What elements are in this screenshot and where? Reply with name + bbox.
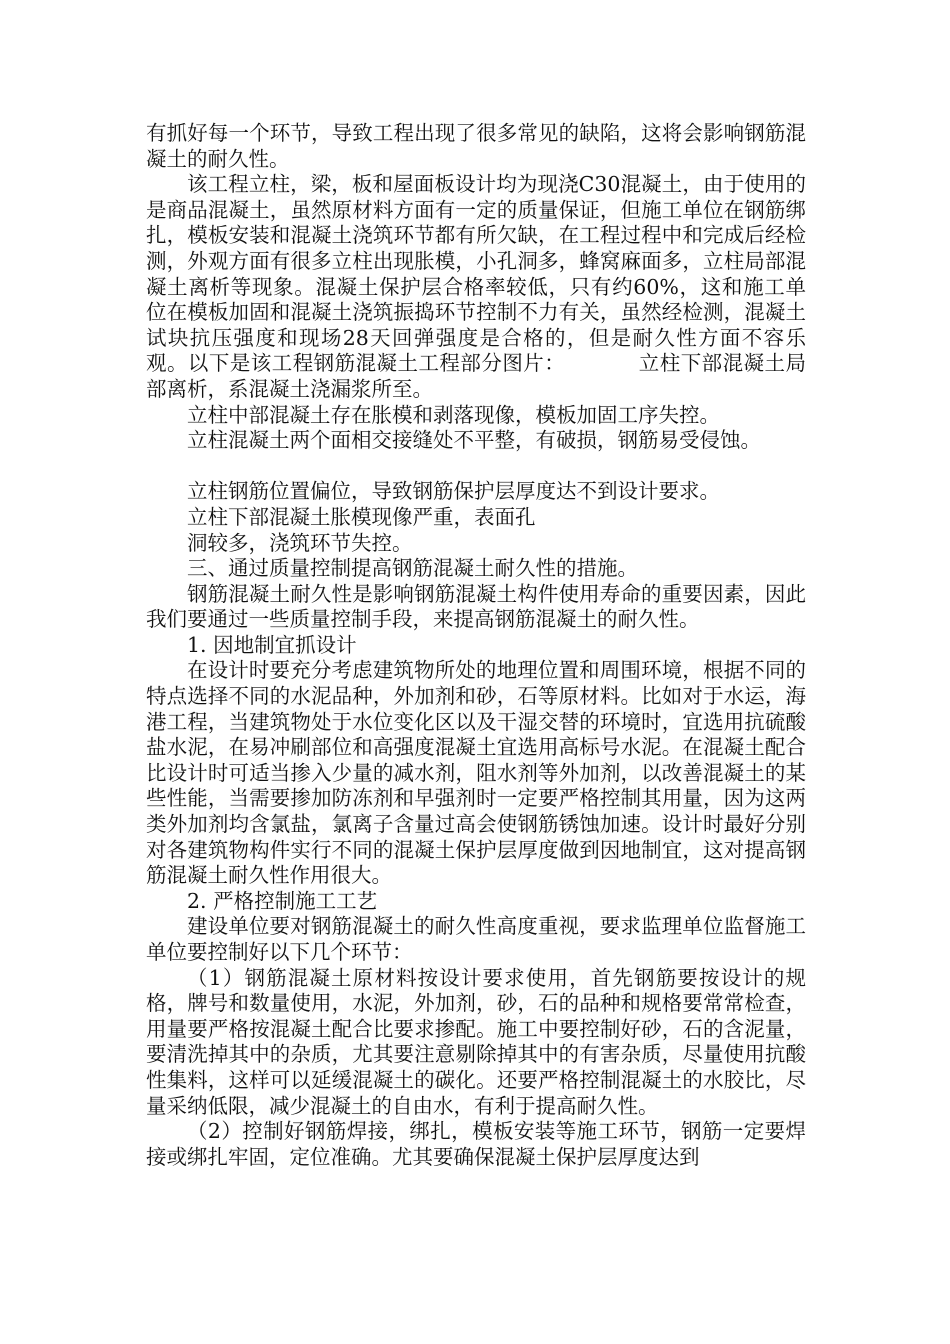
paragraph-1: 有抓好每一个环节，导致工程出现了很多常见的缺陷，这将会影响钢筋混凝土的耐久性。 [146,121,806,171]
paragraph-13: 建设单位要对钢筋混凝土的耐久性高度重视，要求监理单位监督施工单位要控制好以下几个环节： [146,914,806,964]
paragraph-2: 该工程立柱，梁，板和屋面板设计均为现浇C30混凝土，由于使用的是商品混凝土，虽然原材料方面有一定的质量保证，但施工单位在钢筋绑扎，模板安装和混凝土浇筑环节都有所欠缺，在工程过程中和完成后经检测，外观方面有很多立柱出现胀模，小孔洞多，蜂窝麻面多，立柱局部混凝土离析等现象。混凝土保护层合格率较低，只有约60%，这和施工单位在模板加固和混凝土浇筑振捣环节控制不力有关，虽然经检测，混凝土试块抗压强度和现场28天回弹强度是合格的，但是耐久性方面不容乐观。以下是该工程钢筋混凝土工程部分图片： 立柱下部混凝土局部离析，系混凝土浇漏浆所至。 [146,172,806,401]
blank-line [146,454,806,480]
subheading-2: 2. 严格控制施工工艺 [187,888,378,913]
paragraph-3: 立柱中部混凝土存在胀模和剥落现像，模板加固工序失控。 [187,402,720,427]
paragraph-9: 钢筋混凝土耐久性是影响钢筋混凝土构件使用寿命的重要因素，因此我们要通过一些质量控制手段，来提高钢筋混凝土的耐久性。 [146,581,806,632]
document-body [146,121,806,1170]
paragraph-6: 立柱下部混凝土胀模现像严重，表面孔 [187,504,536,529]
paragraph-15: （2）控制好钢筋焊接，绑扎，模板安装等施工环节，钢筋一定要焊接或绑扎牢固，定位准确。尤其要确保混凝土保护层厚度达到 [146,1119,806,1169]
paragraph-14: （1）钢筋混凝土原材料按设计要求使用，首先钢筋要按设计的规格，牌号和数量使用，水泥，外加剂，砂，石的品种和规格要常常检查，用量要严格按混凝土配合比要求掺配。施工中要控制好砂，石的含泥量，要清洗掉其中的杂质，尤其要注意剔除掉其中的有害杂质，尽量使用抗酸性集料，这样可以延缓混凝土的碳化。还要严格控制混凝土的水胶比，尽量采纳低限，减少混凝土的自由水，有利于提高耐久性。 [146,965,806,1118]
subheading-1: 1. 因地制宜抓设计 [187,632,357,657]
paragraph-5: 立柱钢筋位置偏位，导致钢筋保护层厚度达不到设计要求。 [187,479,720,504]
paragraph-7: 洞较多，浇筑环节失控。 [187,530,413,555]
section-heading-3: 三、通过质量控制提高钢筋混凝土耐久性的措施。 [187,556,638,581]
paragraph-4: 立柱混凝土两个面相交接缝处不平整，有破损，钢筋易受侵蚀。 [187,428,761,453]
paragraph-11: 在设计时要充分考虑建筑物所处的地理位置和周围环境，根据不同的特点选择不同的水泥品种，外加剂和砂，石等原材料。比如对于水运，海港工程，当建筑物处于水位变化区以及干湿交替的环境时，宜选用抗硫酸盐水泥，在易冲刷部位和高强度混凝土宜选用高标号水泥。在混凝土配合比设计时可适当掺入少量的减水剂，阻水剂等外加剂，以改善混凝土的某些性能，当需要掺加防冻剂和早强剂时一定要严格控制其用量，因为这两类外加剂均含氯盐，氯离子含量过高会使钢筋锈蚀加速。设计时最好分别对各建筑物构件实行不同的混凝土保护层厚度做到因地制宜，这对提高钢筋混凝土耐久性作用很大。 [146,658,806,888]
